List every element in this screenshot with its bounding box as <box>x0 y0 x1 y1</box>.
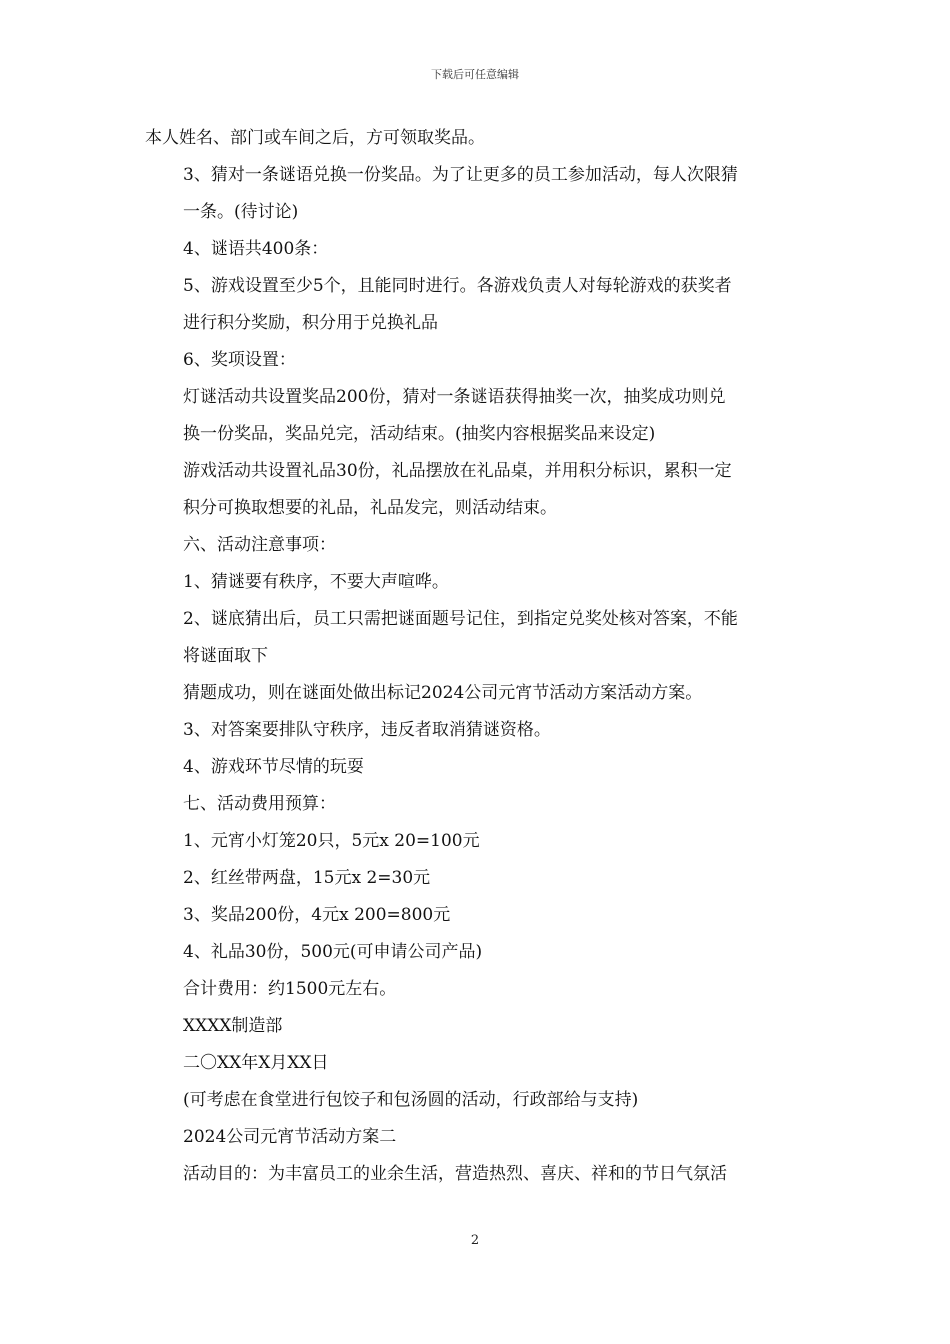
paragraph <box>145 786 810 823</box>
paragraph-line: 进行积分奖励，积分用于兑换礼品 <box>183 313 438 333</box>
paragraph <box>145 675 810 712</box>
paragraph <box>145 971 810 1008</box>
paragraph-line: 游戏活动共设置礼品30份，礼品摆放在礼品桌，并用积分标识，累积一定 <box>183 461 732 481</box>
paragraph <box>145 342 810 379</box>
paragraph <box>145 231 810 268</box>
paragraph-line: 灯谜活动共设置奖品200份，猜对一条谜语获得抽奖一次，抽奖成功则兑 <box>183 387 726 407</box>
paragraph <box>145 712 810 749</box>
document-body <box>145 120 810 1193</box>
paragraph-line: 本人姓名、部门或车间之后，方可领取奖品。 <box>145 128 485 148</box>
paragraph-line: 2、红丝带两盘，15元x 2=30元 <box>183 868 431 888</box>
paragraph-line: 1、元宵小灯笼20只，5元x 20=100元 <box>183 831 480 851</box>
paragraph <box>145 120 810 157</box>
paragraph <box>145 1082 810 1119</box>
paragraph <box>145 1008 810 1045</box>
paragraph-line: 1、猜谜要有秩序，不要大声喧哗。 <box>183 572 449 592</box>
paragraph <box>145 1119 810 1156</box>
paragraph <box>145 934 810 971</box>
paragraph <box>145 453 810 527</box>
paragraph-line: 七、活动费用预算： <box>183 794 336 814</box>
paragraph-line: 3、猜对一条谜语兑换一份奖品。为了让更多的员工参加活动，每人次限猜 <box>183 165 738 185</box>
paragraph-line: 3、对答案要排队守秩序，违反者取消猜谜资格。 <box>183 720 551 740</box>
paragraph <box>145 601 810 675</box>
paragraph-line: 活动目的：为丰富员工的业余生活，营造热烈、喜庆、祥和的节日气氛活 <box>183 1164 727 1184</box>
paragraph <box>145 897 810 934</box>
paragraph-line: 4、游戏环节尽情的玩耍 <box>183 757 364 777</box>
paragraph <box>145 1156 810 1193</box>
paragraph <box>145 749 810 786</box>
paragraph-line: 2024公司元宵节活动方案二 <box>183 1127 397 1147</box>
paragraph-line: 2、谜底猜出后，员工只需把谜面题号记住，到指定兑奖处核对答案，不能 <box>183 609 738 629</box>
paragraph-line: 6、奖项设置： <box>183 350 296 370</box>
paragraph-line: 二〇XX年X月XX日 <box>183 1053 329 1073</box>
paragraph <box>145 157 810 231</box>
paragraph-line: (可考虑在食堂进行包饺子和包汤圆的活动，行政部给与支持) <box>183 1090 639 1110</box>
paragraph <box>145 1045 810 1082</box>
paragraph-line: 积分可换取想要的礼品，礼品发完，则活动结束。 <box>183 498 557 518</box>
paragraph-line: 将谜面取下 <box>183 646 268 666</box>
paragraph-line: 3、奖品200份，4元x 200=800元 <box>183 905 451 925</box>
paragraph <box>145 860 810 897</box>
paragraph-line: 一条。(待讨论) <box>183 202 299 222</box>
paragraph <box>145 527 810 564</box>
paragraph-line: 猜题成功，则在谜面处做出标记2024公司元宵节活动方案活动方案。 <box>183 683 703 703</box>
page-number: 2 <box>470 1233 480 1248</box>
paragraph <box>145 564 810 601</box>
paragraph-line: 六、活动注意事项： <box>183 535 336 555</box>
paragraph-line: 5、游戏设置至少5个，且能同时进行。各游戏负责人对每轮游戏的获奖者 <box>183 276 732 296</box>
paragraph <box>145 268 810 342</box>
page-header: 下载后可任意编辑 <box>431 68 519 81</box>
paragraph-line: 4、礼品30份，500元(可申请公司产品) <box>183 942 483 962</box>
paragraph-line: 4、谜语共400条： <box>183 239 329 259</box>
paragraph <box>145 379 810 453</box>
paragraph-line: 换一份奖品，奖品兑完，活动结束。(抽奖内容根据奖品来设定) <box>183 424 656 444</box>
paragraph <box>145 823 810 860</box>
paragraph-line: XXXX制造部 <box>183 1016 283 1036</box>
paragraph-line: 合计费用：约1500元左右。 <box>183 979 397 999</box>
